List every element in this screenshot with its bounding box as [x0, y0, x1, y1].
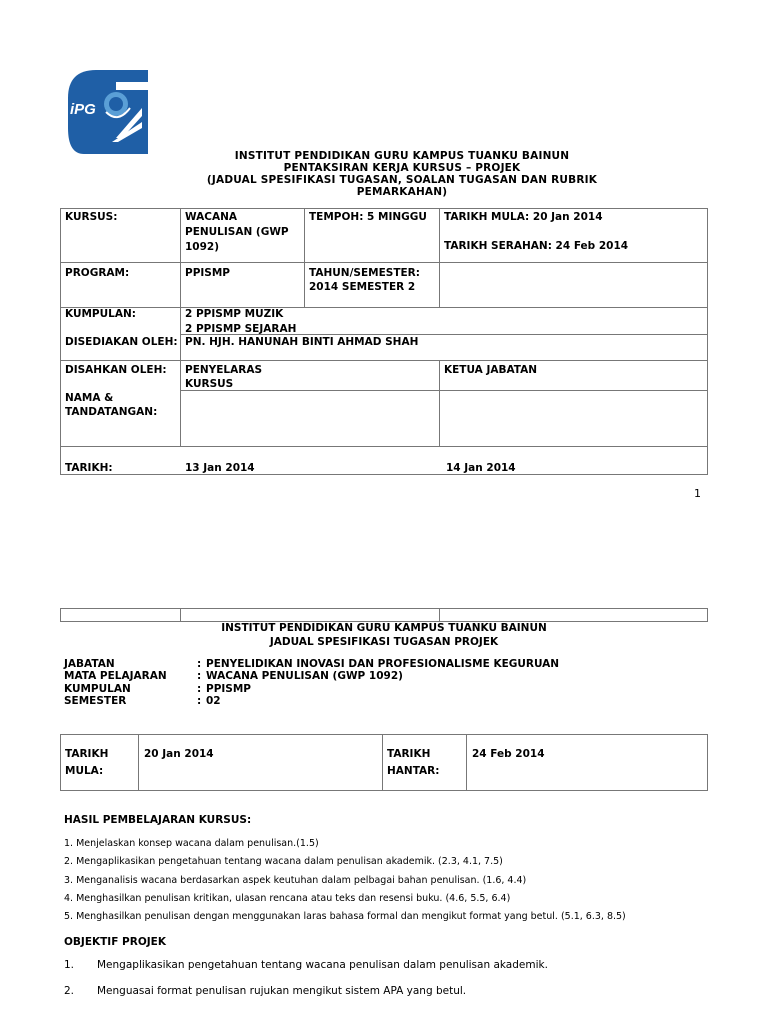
hasil-item: 3. Menganalisis wacana berdasarkan aspek keutuhan dalam pelbagai bahan penulisan. (1.6, 4.4) — [64, 875, 527, 886]
objektif-item: Mengaplikasikan pengetahuan tentang wacana penulisan dalam penulisan akademik. — [97, 959, 548, 971]
value-disediakan: PN. HJH. HANUNAH BINTI AHMAD SHAH — [185, 336, 419, 348]
value-tahun: 2014 SEMESTER 2 — [309, 281, 416, 293]
info-value-semester: 02 — [206, 695, 221, 707]
value-kumpulan-1: 2 PPISMP MUZIK — [185, 308, 284, 320]
logo-text: iPG — [70, 101, 96, 118]
objektif-num: 1. — [64, 959, 75, 971]
ipg-logo — [66, 68, 150, 156]
label-tarikh-mula-1: TARIKH — [65, 748, 109, 760]
header-institute: INSTITUT PENDIDIKAN GURU KAMPUS TUANKU BAINUN — [234, 150, 570, 162]
label-kumpulan: KUMPULAN: — [65, 308, 136, 320]
label-nama-1: NAMA & — [65, 392, 114, 404]
header-assessment: PENTAKSIRAN KERJA KURSUS – PROJEK — [283, 162, 521, 174]
hasil-item: 4. Menghasilkan penulisan kritikan, ulasan rencana atau teks dan resensi buku. (4.6, 5.5, 6.4) — [64, 893, 511, 904]
info-colon: : — [197, 683, 202, 695]
value-program: PPISMP — [185, 267, 231, 279]
label-tarikh-mula-2: MULA: — [65, 765, 104, 777]
value-kursus-2: PENULISAN (GWP — [185, 226, 289, 238]
value-tarikh-mula: TARIKH MULA: 20 Jan 2014 — [444, 211, 603, 223]
value-tempoh: TEMPOH: 5 MINGGU — [309, 211, 427, 223]
hasil-item: 5. Menghasilkan penulisan dengan menggunakan laras bahasa formal dan mengikut format yang betul. (5.1, 6.3, 8.5) — [64, 911, 626, 922]
label-disediakan: DISEDIAKAN OLEH: — [65, 336, 178, 348]
label-tarikh-hantar-2: HANTAR: — [387, 765, 440, 777]
value-penyelaras-1: PENYELARAS — [185, 364, 263, 376]
value-tarikh-1: 13 Jan 2014 — [185, 462, 255, 474]
header2-title: JADUAL SPESIFIKASI TUGASAN PROJEK — [269, 636, 499, 648]
hasil-item: 1. Menjelaskan konsep wacana dalam penulisan.(1.5) — [64, 838, 319, 849]
label-program: PROGRAM: — [65, 267, 130, 279]
hasil-item: 2. Mengaplikasikan pengetahuan tentang wacana dalam penulisan akademik. (2.3, 4.1, 7.5) — [64, 856, 503, 867]
label-tarikh: TARIKH: — [65, 462, 113, 474]
value-penyelaras-2: KURSUS — [185, 378, 234, 390]
info-label-semester: SEMESTER — [64, 695, 127, 707]
hasil-title: HASIL PEMBELAJARAN KURSUS: — [64, 814, 252, 826]
objektif-item: Menguasai format penulisan rujukan mengikut sistem APA yang betul. — [97, 985, 467, 997]
label-tahun: TAHUN/SEMESTER: — [309, 267, 420, 279]
label-tarikh-hantar-1: TARIKH — [387, 748, 431, 760]
objektif-num: 2. — [64, 985, 75, 997]
info-label-mata-pelajaran: MATA PELAJARAN — [64, 670, 167, 682]
label-disahkan: DISAHKAN OLEH: — [65, 364, 167, 376]
header-subtitle: (JADUAL SPESIFIKASI TUGASAN, SOALAN TUGASAN DAN RUBRIK PEMARKAHAN) — [206, 174, 598, 198]
value-tarikh-hantar: 24 Feb 2014 — [472, 748, 545, 760]
label-nama-2: TANDATANGAN: — [65, 406, 158, 418]
value-kursus-3: 1092) — [185, 241, 220, 253]
value-kumpulan-2: 2 PPISMP SEJARAH — [185, 323, 297, 335]
info-value-kumpulan: PPISMP — [206, 683, 252, 695]
objektif-title: OBJEKTIF PROJEK — [64, 936, 166, 948]
label-kursus: KURSUS: — [65, 211, 118, 223]
info-colon: : — [197, 695, 202, 707]
info-label-jabatan: JABATAN — [64, 658, 115, 670]
info-value-jabatan: PENYELIDIKAN INOVASI DAN PROFESIONALISME KEGURUAN — [206, 658, 560, 670]
info-value-mata-pelajaran: WACANA PENULISAN (GWP 1092) — [206, 670, 403, 682]
value-ketua-jabatan: KETUA JABATAN — [444, 364, 538, 376]
info-colon: : — [197, 670, 202, 682]
info-label-kumpulan: KUMPULAN — [64, 683, 131, 695]
value-tarikh-serahan: TARIKH SERAHAN: 24 Feb 2014 — [444, 240, 629, 252]
header2-institute: INSTITUT PENDIDIKAN GURU KAMPUS TUANKU BAINUN — [221, 622, 547, 634]
value-tarikh-2: 14 Jan 2014 — [446, 462, 516, 474]
page-number: 1 — [694, 487, 701, 500]
info-colon: : — [197, 658, 202, 670]
value-kursus-1: WACANA — [185, 211, 237, 223]
value-tarikh-mula: 20 Jan 2014 — [144, 748, 214, 760]
